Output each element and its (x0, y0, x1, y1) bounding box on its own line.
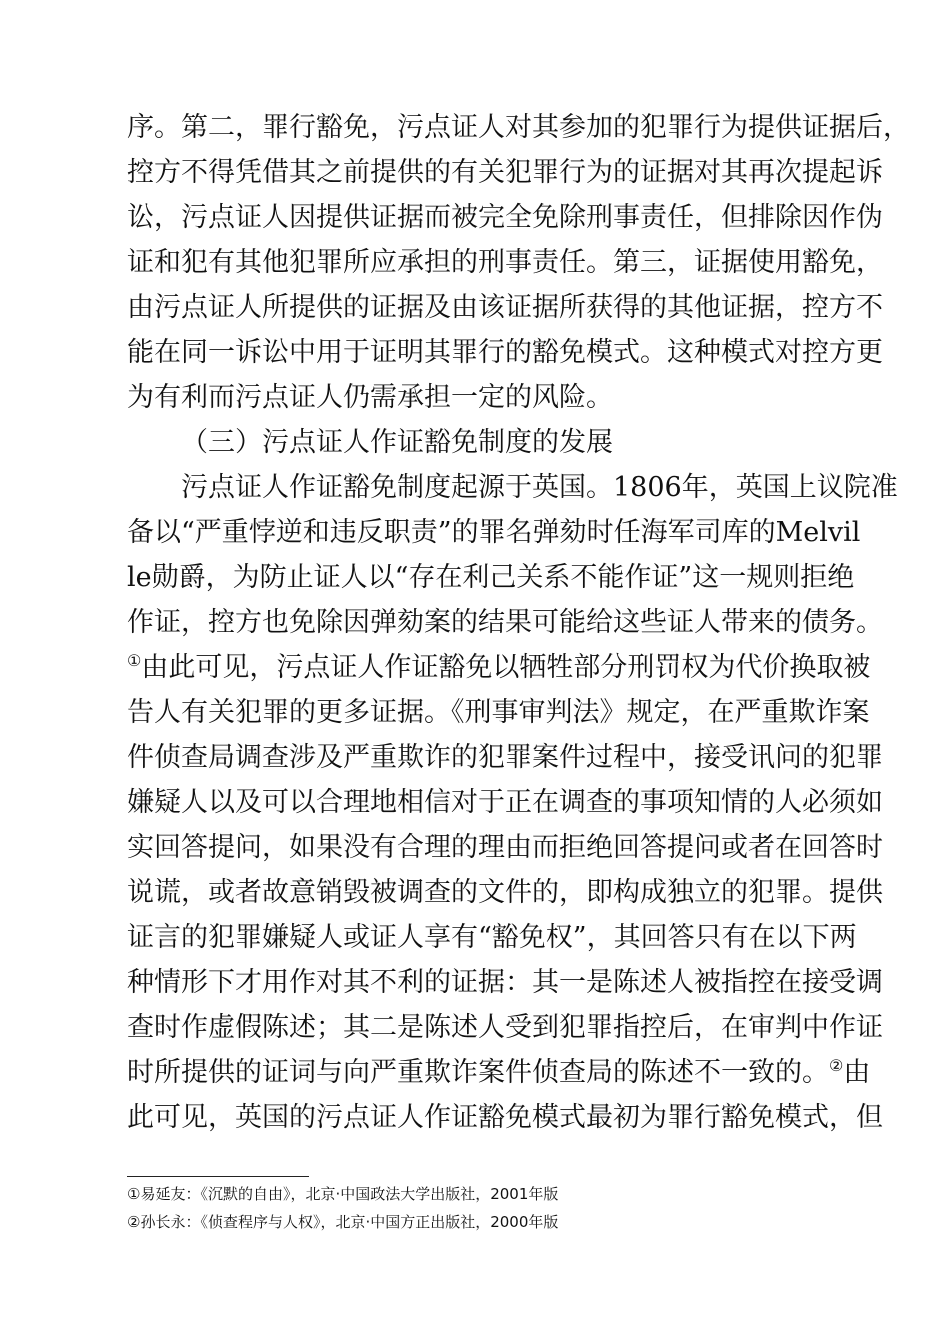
footnote-marker-2[interactable]: ② (829, 1056, 844, 1075)
body-line: 污点证人作证豁免制度起源于英国。1806年，英国上议院准 (181, 472, 898, 503)
body-line: 讼，污点证人因提供证据而被完全免除刑事责任，但排除因作伪 (127, 202, 883, 233)
body-line: 嫌疑人以及可以合理地相信对于正在调查的事项知情的人必须如 (127, 787, 883, 818)
body-line: 查时作虚假陈述；其二是陈述人受到犯罪指控后，在审判中作证 (127, 1012, 883, 1043)
body-line: 此可见，英国的污点证人作证豁免模式最初为罪行豁免模式，但 (127, 1102, 883, 1133)
body-line: 种情形下才用作对其不利的证据：其一是陈述人被指控在接受调 (127, 967, 883, 998)
footnote-2: ②孙长永：《侦查程序与人权》，北京·中国方正出版社，2000年版 (127, 1213, 559, 1231)
footnote-divider (127, 1176, 309, 1177)
body-line: 告人有关犯罪的更多证据。《刑事审判法》规定，在严重欺诈案 (127, 697, 870, 728)
body-line: 件侦查局调查涉及严重欺诈的犯罪案件过程中，接受讯问的犯罪 (127, 742, 883, 773)
body-line: 作证，控方也免除因弹劾案的结果可能给这些证人带来的债务。 (127, 607, 883, 638)
footnote-marker-1[interactable]: ① (127, 651, 142, 670)
body-line: 控方不得凭借其之前提供的有关犯罪行为的证据对其再次提起诉 (127, 157, 883, 188)
section-heading: （三）污点证人作证豁免制度的发展 (181, 427, 613, 458)
body-line: 证言的犯罪嫌疑人或证人享有“豁免权”，其回答只有在以下两 (127, 922, 857, 953)
body-line (127, 1052, 871, 1094)
footnote-1: ①易延友：《沉默的自由》，北京·中国政法大学出版社，2001年版 (127, 1185, 559, 1203)
body-line: 序。第二，罪行豁免，污点证人对其参加的犯罪行为提供证据后， (127, 112, 910, 143)
body-line-text: 时所提供的证词与向严重欺诈案件侦查局的陈述不一致的。 (127, 1057, 829, 1088)
body-line: 证和犯有其他犯罪所应承担的刑事责任。第三，证据使用豁免， (127, 247, 883, 278)
body-line-text: 由 (843, 1057, 871, 1088)
body-line: 能在同一诉讼中用于证明其罪行的豁免模式。这种模式对控方更 (127, 337, 883, 368)
body-line: 为有利而污点证人仍需承担一定的风险。 (127, 382, 613, 413)
body-line: 备以“严重悖逆和违反职责”的罪名弹劾时任海军司库的Melvil (127, 517, 861, 548)
body-line (127, 647, 871, 689)
body-line: 由污点证人所提供的证据及由该证据所获得的其他证据，控方不 (127, 292, 883, 323)
body-line: 说谎，或者故意销毁被调查的文件的，即构成独立的犯罪。提供 (127, 877, 883, 908)
body-line-text: 由此可见，污点证人作证豁免以牺牲部分刑罚权为代价换取被 (141, 652, 871, 683)
body-line: 实回答提问，如果没有合理的理由而拒绝回答提问或者在回答时 (127, 832, 883, 863)
body-line: le勋爵，为防止证人以“存在利己关系不能作证”这一规则拒绝 (127, 562, 855, 593)
